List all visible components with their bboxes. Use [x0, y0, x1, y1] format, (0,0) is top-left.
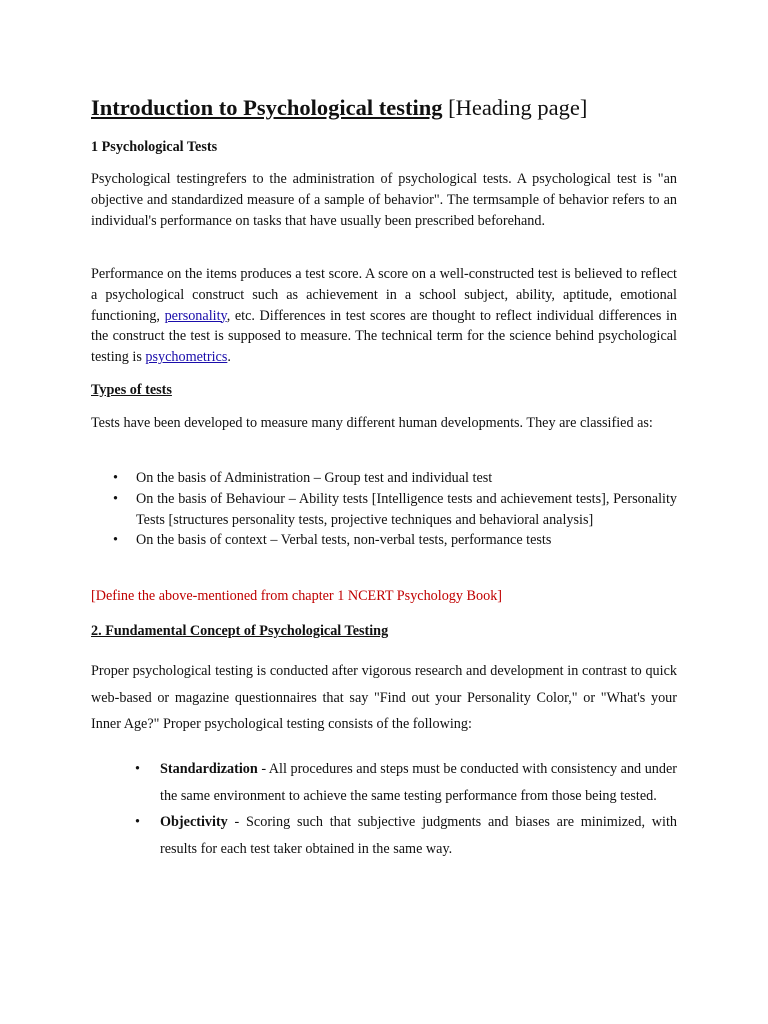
paragraph-text: .: [227, 349, 231, 366]
section2-intro: Proper psychological testing is conducted after vigorous research and development in contrast to quick web-based or magazine questionnaires that say "Find out your Personality Color," or "What's your Inner Age?" Proper psychological testing consists of the following:: [91, 663, 677, 732]
list-item: [91, 468, 677, 489]
list-item: [91, 530, 677, 551]
paragraph-text: Performance on the items produces a test score. A score on a well-constructed test is believed to reflect a psychological construct such as achievement in a school subject, ability, aptitude, emotional functioning,: [91, 266, 677, 324]
list-item: [91, 809, 677, 862]
bullet-icon: •: [113, 470, 118, 486]
section2-heading: 2. Fundamental Concept of Psychological Testing: [91, 623, 389, 639]
types-heading: Types of tests: [91, 382, 172, 398]
list-item-text: On the basis of Administration – Group test and individual test: [136, 470, 493, 486]
section1-paragraph-2: [91, 264, 677, 368]
types-list: [91, 468, 677, 551]
section1-paragraph-1: Psychological testingrefers to the administration of psychological tests. A psychological test is "an objective and standardized measure of a sample of behavior". The termsample of behavior refers to an individual's performance on tasks that have usually been prescribed beforehand.: [91, 171, 677, 229]
list-item-text: On the basis of context – Verbal tests, non-verbal tests, performance tests: [136, 532, 552, 549]
section1-heading: 1 Psychological Tests: [91, 139, 218, 155]
bullet-icon: •: [113, 532, 118, 549]
psychometrics-link[interactable]: psychometrics: [145, 349, 228, 366]
bullet-icon: •: [135, 814, 140, 830]
term-description: - Scoring such that subjective judgments and biases are minimized, with results for each test taker obtained in the same way.: [160, 814, 677, 857]
title-main: Introduction to Psychological testing: [91, 95, 443, 120]
list-item-text: On the basis of Behaviour – Ability tests [Intelligence tests and achievement tests], Personality Tests [structures personality tests, projective techniques and behavioral analysis]: [136, 490, 677, 528]
personality-link[interactable]: personality: [164, 307, 227, 324]
page-title: [91, 93, 587, 123]
types-intro: Tests have been developed to measure many different human developments. They are classified as:: [91, 415, 653, 431]
bullet-icon: •: [135, 761, 140, 777]
list-item: [91, 756, 677, 809]
term-description: - All procedures and steps must be conducted with consistency and under the same environment to achieve the same testing performance from those being tested.: [160, 761, 677, 804]
bullet-icon: •: [113, 490, 118, 507]
chapter-note: [Define the above-mentioned from chapter 1 NCERT Psychology Book]: [91, 588, 503, 604]
list-item: [91, 489, 677, 531]
term-objectivity: Objectivity: [160, 814, 228, 830]
title-suffix: [Heading page]: [442, 95, 588, 120]
term-standardization: Standardization: [160, 761, 258, 777]
paragraph-text: , etc. Differences in test scores are thought to reflect individual differences in the construct the test is supposed to measure. The technical term for the science behind psychological testing is: [91, 307, 677, 366]
concepts-list: [91, 756, 677, 862]
